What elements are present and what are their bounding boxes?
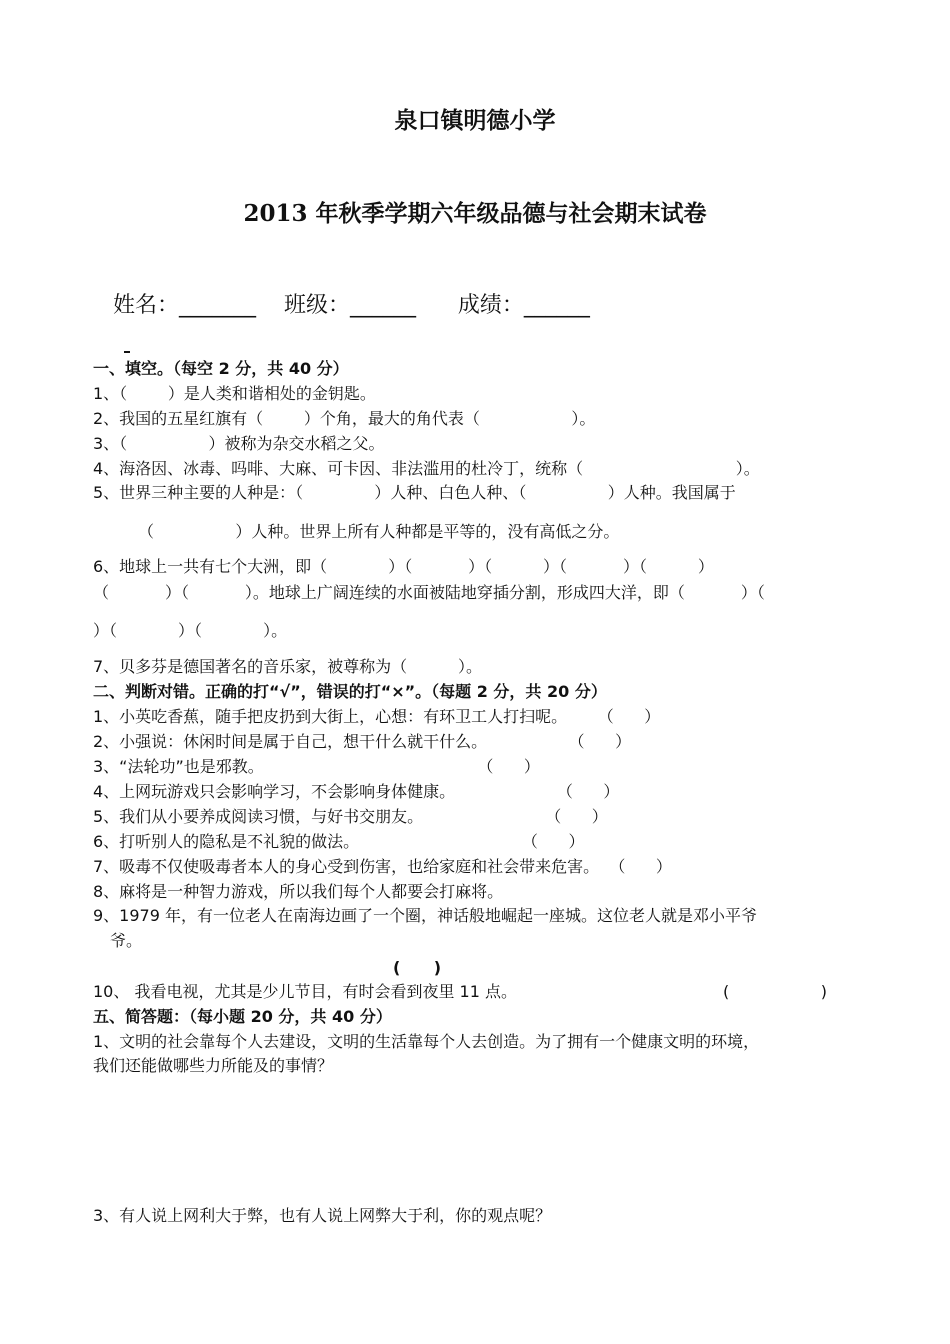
section1-title: 一、填空。（每空 2 分，共 40 分） xyxy=(93,359,349,378)
section2-q7: 7、吸毒不仅使吸毒者本人的身心受到伤害，也给家庭和社会带来危害。 （ ） xyxy=(93,857,672,876)
section1-q5-cont: （ ）人种。世界上所有人种都是平等的，没有高低之分。 xyxy=(138,522,620,541)
section2-q8: 8、麻将是一种智力游戏，所以我们每个人都要会打麻将。 xyxy=(93,882,504,901)
section2-q5: 5、我们从小要养成阅读习惯，与好书交朋友。 （ ） xyxy=(93,807,608,826)
section1-q6: 6、地球上一共有七个大洲，即（ ）（ ）（ ）（ ）（ ） xyxy=(93,557,714,576)
exam-title: 2013 年秋季学期六年级品德与社会期末试卷 xyxy=(243,200,707,227)
school-name: 泉口镇明德小学 xyxy=(394,107,556,134)
section1-q4: 4、海洛因、冰毒、吗啡、大麻、可卡因、非法滥用的杜冷丁，统称（ ）。 xyxy=(93,459,760,478)
section1-q3: 3、（ ）被称为杂交水稻之父。 xyxy=(93,434,385,453)
section5-q1-cont: 我们还能做哪些力所能及的事情？ xyxy=(93,1056,334,1075)
section2-q10-answer-paren: ( ) xyxy=(723,982,828,1001)
section1-q7: 7、贝多芬是德国著名的音乐家，被尊称为（ ）。 xyxy=(93,657,483,676)
section1-q5: 5、世界三种主要的人种是：（ ）人种、白色人种、（ ）人种。我国属于 xyxy=(93,483,736,502)
section1-q1: 1、（ ）是人类和谐相处的金钥匙。 xyxy=(93,384,376,403)
section1-q6-cont1: （ ）（ ）。地球上广阔连续的水面被陆地穿插分割，形成四大洋，即（ ）（ xyxy=(93,583,765,602)
section5-q1: 1、文明的社会靠每个人去建设，文明的生活靠每个人去创造。为了拥有一个健康文明的环境， xyxy=(93,1032,760,1051)
section2-q9-cont: 爷。 xyxy=(110,931,143,950)
section2-q9: 9、1979 年，有一位老人在南海边画了一个圈，神话般地崛起一座城。这位老人就是邓小平爷 xyxy=(93,906,757,925)
section5-title: 五、简答题：（每小题 20 分，共 40 分） xyxy=(93,1007,392,1026)
stray-mark xyxy=(124,351,130,353)
section2-q10: 10、 我看电视，尤其是少儿节目，有时会看到夜里 11 点。 xyxy=(93,982,517,1001)
student-info-line: 姓名：_______ 班级：______ 成绩：______ xyxy=(113,293,590,318)
section2-q4: 4、上网玩游戏只会影响学习，不会影响身体健康。 （ ） xyxy=(93,782,620,801)
section2-q2: 2、小强说：休闲时间是属于自己，想干什么就干什么。 （ ） xyxy=(93,732,632,751)
section2-q6: 6、打听别人的隐私是不礼貌的做法。 （ ） xyxy=(93,832,585,851)
section2-q1: 1、小英吃香蕉，随手把皮扔到大街上，心想：有环卫工人打扫呢。 （ ） xyxy=(93,707,661,726)
section1-q2: 2、我国的五星红旗有（ ）个角，最大的角代表（ ）。 xyxy=(93,409,596,428)
section5-q3: 3、有人说上网利大于弊，也有人说上网弊大于利，你的观点呢？ xyxy=(93,1206,552,1225)
section2-title: 二、判断对错。正确的打“√”，错误的打“×”。（每题 2 分，共 20 分） xyxy=(93,682,607,701)
section1-q6-cont2: ）（ ）（ ）。 xyxy=(93,621,288,640)
section2-q3: 3、“法轮功”也是邪教。 （ ） xyxy=(93,757,540,776)
section2-q9-answer-paren: ( ) xyxy=(393,958,442,977)
